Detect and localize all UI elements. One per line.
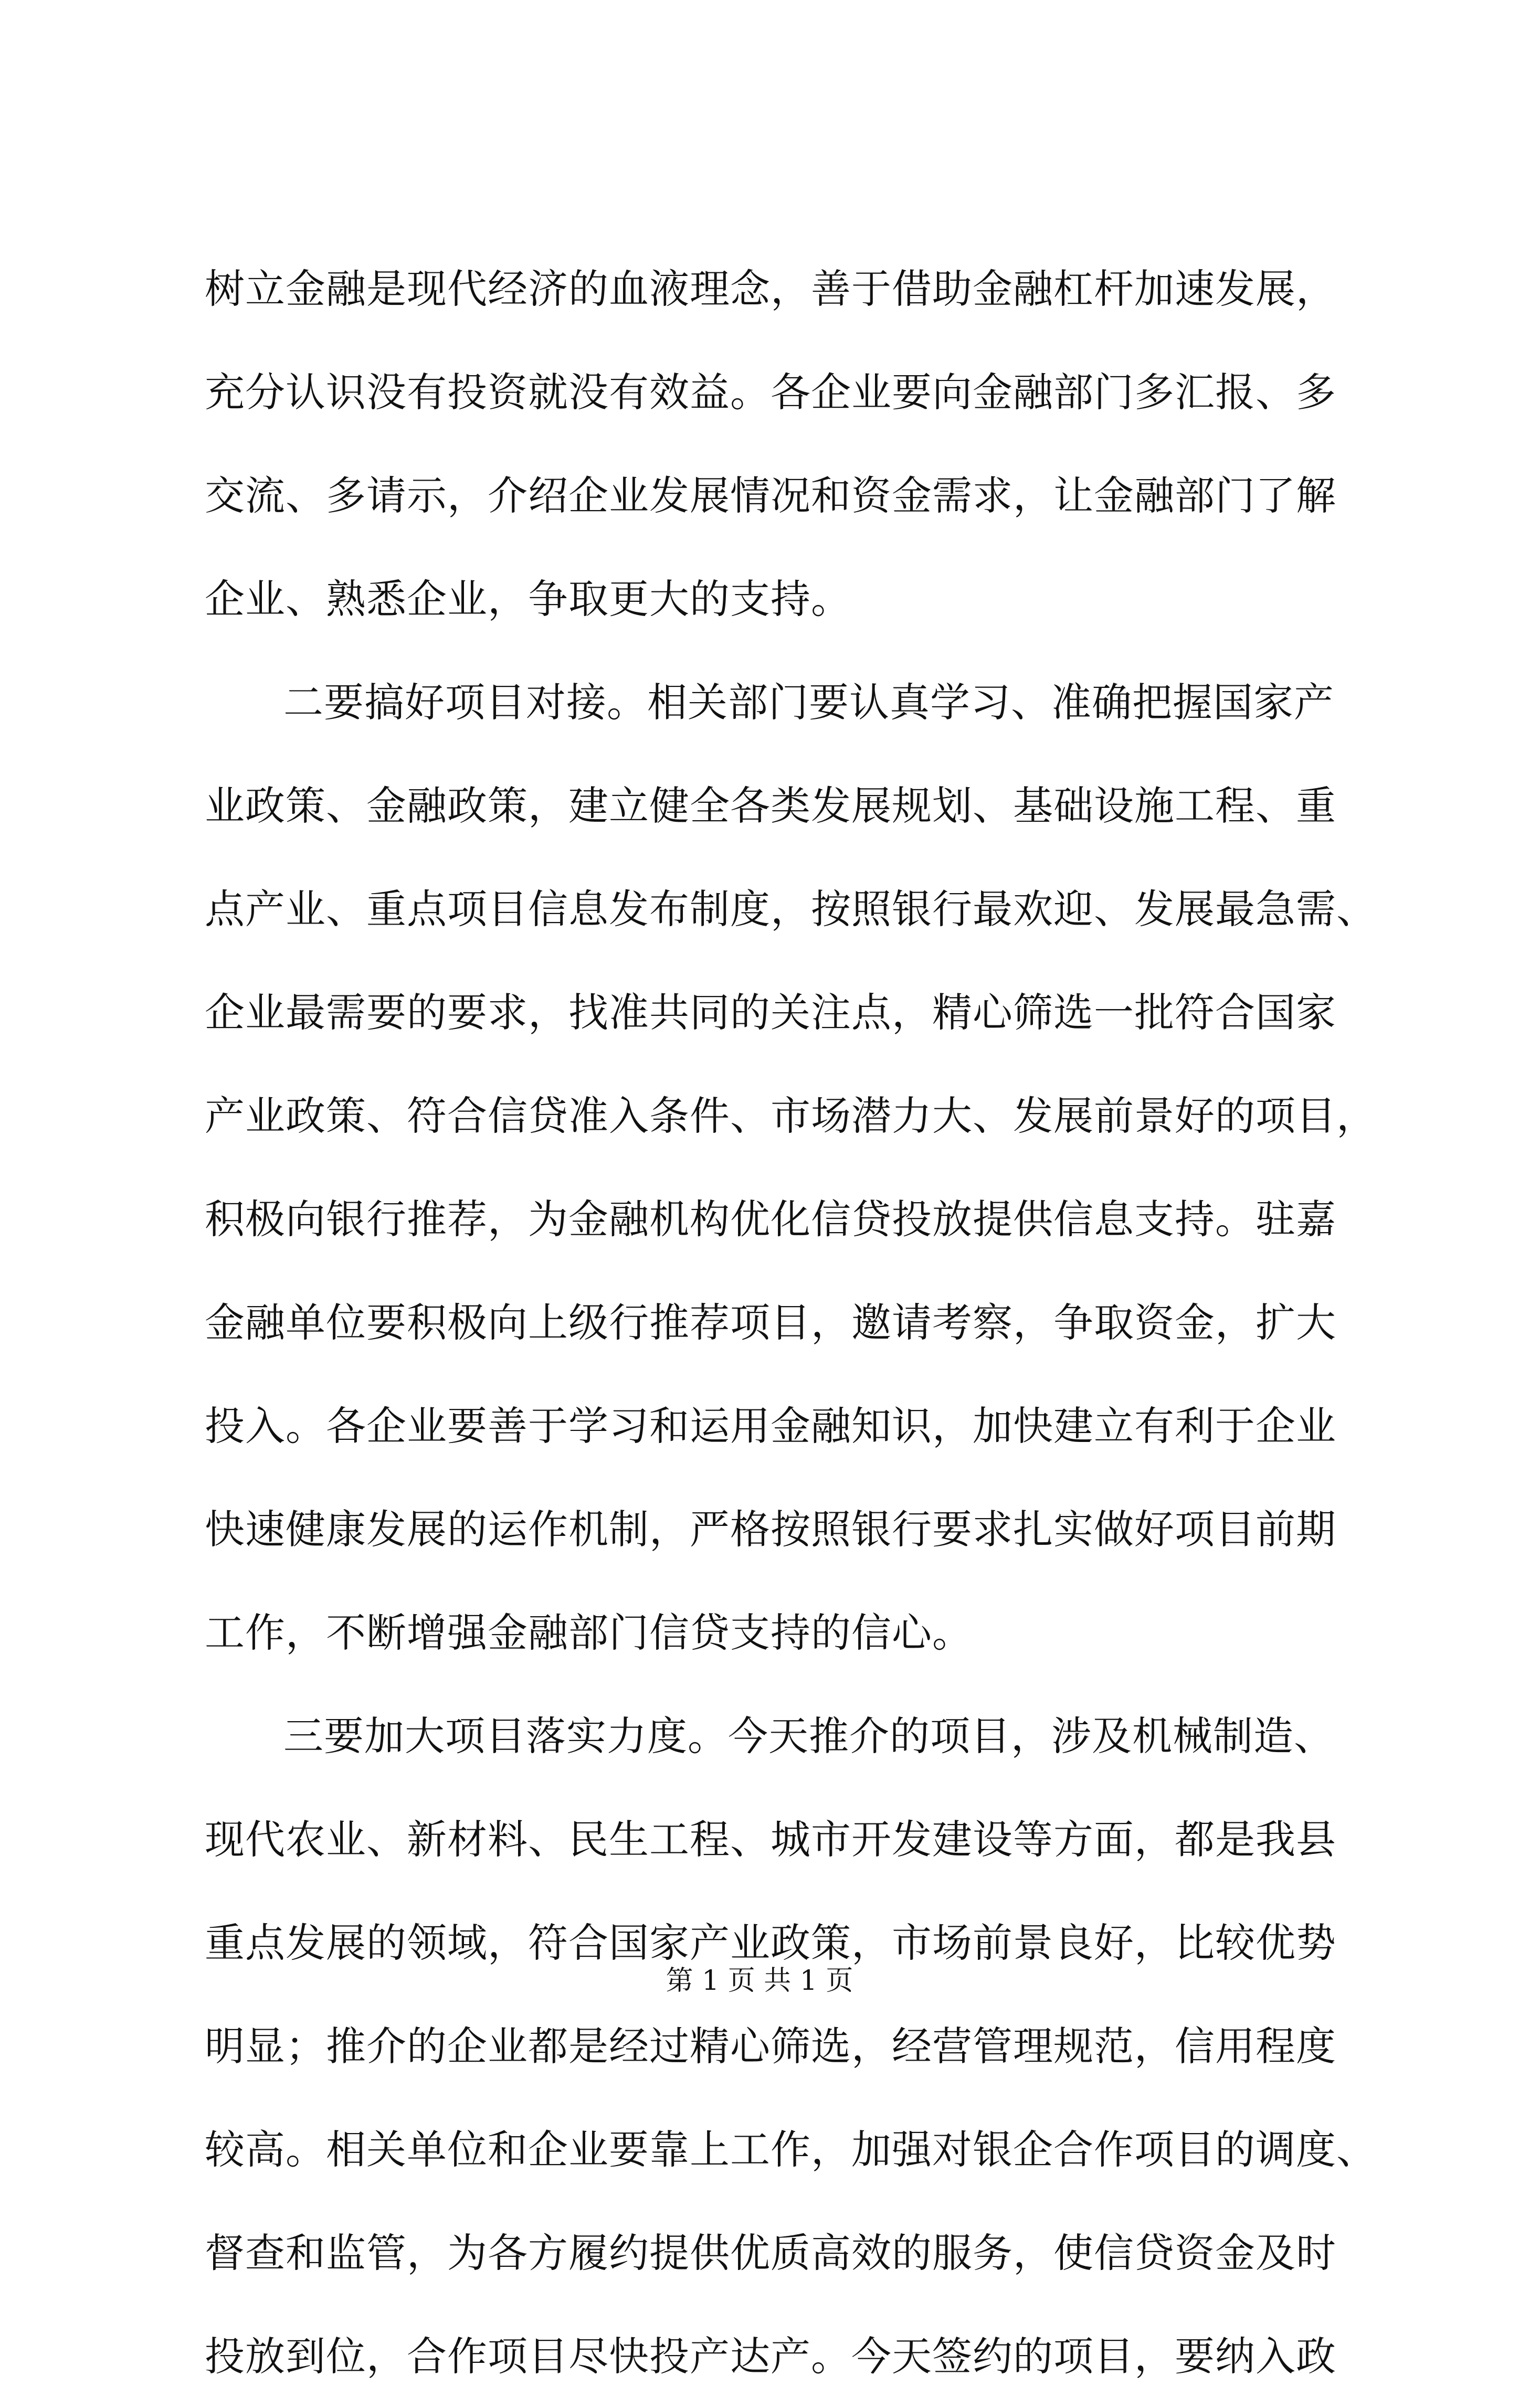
text-line: 企业、熟悉企业，争取更大的支持。 [205, 576, 851, 622]
paragraph-start-line: 二要搞好项目对接。相关部门要认真学习、准确把握国家产 [283, 679, 1334, 726]
paragraph-start-line: 三要加大项目落实力度。今天推介的项目，涉及机械制造、 [283, 1713, 1334, 1759]
text-line: 明显；推介的企业都是经过精心筛选，经营管理规范，信用程度 [205, 2023, 1336, 2070]
text-line: 交流、多请示，介绍企业发展情况和资金需求，让金融部门了解 [205, 472, 1336, 519]
text-line: 积极向银行推荐，为金融机构优化信贷投放提供信息支持。驻嘉 [205, 1196, 1336, 1243]
text-line: 较高。相关单位和企业要靠上工作，加强对银企合作项目的调度、 [205, 2126, 1377, 2173]
page-footer [0, 1963, 1519, 1999]
text-line: 充分认识没有投资就没有效益。各企业要向金融部门多汇报、多 [205, 369, 1336, 416]
text-line: 现代农业、新材料、民生工程、城市开发建设等方面，都是我县 [205, 1816, 1336, 1863]
text-line: 金融单位要积极向上级行推荐项目，邀请考察，争取资金，扩大 [205, 1299, 1336, 1346]
text-line: 督查和监管，为各方履约提供优质高效的服务，使信贷资金及时 [205, 2230, 1336, 2276]
text-line: 快速健康发展的运作机制，严格按照银行要求扎实做好项目前期 [205, 1506, 1336, 1553]
body-text [205, 237, 1377, 2408]
page-number-label: 第 1 页 共 1 页 [666, 1965, 853, 1997]
text-line: 投入。各企业要善于学习和运用金融知识，加快建立有利于企业 [205, 1403, 1336, 1449]
text-line: 业政策、金融政策，建立健全各类发展规划、基础设施工程、重 [205, 782, 1336, 829]
text-line: 产业政策、符合信贷准入条件、市场潜力大、发展前景好的项目， [205, 1092, 1377, 1139]
text-line: 重点发展的领域，符合国家产业政策，市场前景良好，比较优势 [205, 1919, 1336, 1966]
text-line: 投放到位，合作项目尽快投产达产。今天签约的项目，要纳入政 [205, 2333, 1336, 2380]
text-line: 点产业、重点项目信息发布制度，按照银行最欢迎、发展最急需、 [205, 886, 1377, 932]
text-line: 树立金融是现代经济的血液理念，善于借助金融杠杆加速发展， [205, 266, 1336, 312]
text-line: 工作，不断增强金融部门信贷支持的信心。 [205, 1609, 973, 1656]
text-line: 企业最需要的要求，找准共同的关注点，精心筛选一批符合国家 [205, 989, 1336, 1036]
